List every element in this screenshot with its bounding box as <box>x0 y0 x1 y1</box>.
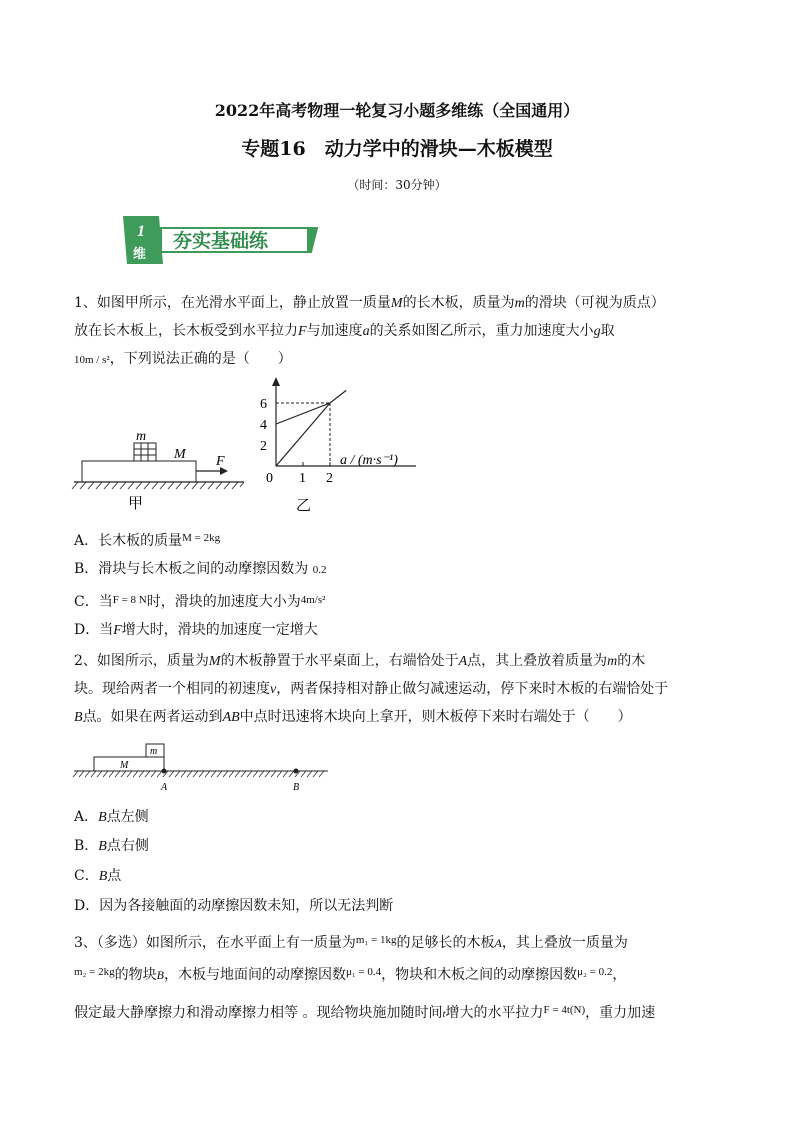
var-B: B <box>74 710 83 725</box>
q1-text: ，下列说法正确的是（ ） <box>109 351 292 367</box>
q2-text: 块。现给两者一个相同的初速度 <box>74 681 270 697</box>
var-B: B <box>98 869 108 884</box>
q2-text: 点，其上叠放着质量为 <box>467 653 608 669</box>
board-M <box>94 757 164 771</box>
hatch-stroke <box>127 771 132 777</box>
hatch-stroke <box>103 771 108 777</box>
ground-hatch <box>72 482 244 489</box>
q1-text: 1、如图甲所示，在光滑水平面上，静止放置一质量 <box>74 295 391 311</box>
option-text: B． <box>74 838 99 854</box>
hatch-stroke <box>199 771 204 777</box>
topic-title: 专题16 动力学中的滑块—木板模型 <box>241 138 553 160</box>
y-tick-label: 4 <box>260 418 267 433</box>
q3-text: ，重力加速 <box>585 1005 656 1021</box>
hatch-stroke <box>115 771 120 777</box>
label-A: A <box>161 782 168 793</box>
q3-text: 假定最大静摩擦力和滑动摩擦力相等 。现给物块施加随时间 <box>74 1005 443 1021</box>
var-F: F <box>298 324 307 339</box>
q2-text: 2、如图所示，质量为 <box>74 653 209 669</box>
q1-line2 <box>74 317 724 346</box>
var-M: M <box>390 296 403 311</box>
long-board-M <box>82 461 196 482</box>
var-g: g <box>593 324 601 339</box>
label-m: m <box>136 429 147 444</box>
option-text: 时，滑块的加速度大小为 <box>146 594 301 610</box>
var-B: B <box>156 968 164 982</box>
var-AB: AB <box>222 710 240 725</box>
q2-text: 的木 <box>617 653 646 669</box>
hatch-stroke <box>109 771 114 777</box>
q3-text: 3、（多选）如图所示，在水平面上有一质量为 <box>74 935 356 951</box>
option-text: A．长木板的质量 <box>74 533 183 549</box>
hatch-stroke <box>319 771 324 777</box>
math-m1: m₁ = 1kg <box>355 934 397 946</box>
hatch-stroke <box>313 771 318 777</box>
option-math: 0.2 <box>312 564 327 576</box>
var-t: t <box>442 1008 446 1020</box>
y-tick-label: 6 <box>260 397 267 412</box>
q2-option-a[interactable] <box>74 803 724 832</box>
option-math: 4m/s² <box>300 594 326 606</box>
option-math: M = 2kg <box>182 532 221 544</box>
option-text: B．滑块与长木板之间的动摩擦因数为 <box>74 561 313 577</box>
var-B: B <box>98 839 107 854</box>
q1-text: 放在长木板上，长木板受到水平拉力 <box>74 323 298 339</box>
q1-option-b[interactable] <box>74 555 724 584</box>
var-a: a <box>362 324 370 339</box>
point-B <box>294 769 299 774</box>
math-mu1: μ₁ = 0.4 <box>345 966 382 978</box>
hatch-stroke <box>217 771 222 777</box>
q1-line1 <box>74 289 724 318</box>
hatch-stroke <box>271 771 276 777</box>
hatch-stroke <box>139 771 144 777</box>
option-text: 点左侧 <box>106 809 149 825</box>
caption-jia: 甲 <box>128 494 144 512</box>
q2-option-c[interactable] <box>74 862 724 891</box>
option-text: C．当 <box>74 594 113 610</box>
graph-lines <box>276 390 346 466</box>
figure-yi-graph <box>250 376 440 516</box>
q3-text: ，其上叠放一质量为 <box>501 935 628 951</box>
q2-text: 点。如果在两者运动到 <box>82 709 223 725</box>
series-line-segment-from-origin <box>276 403 330 466</box>
hatch-stroke <box>277 771 282 777</box>
label-F: F <box>216 454 225 469</box>
var-m: m <box>607 654 618 669</box>
doc-title: 2022年高考物理一轮复习小题多维练（全国通用） <box>214 101 580 120</box>
hatch-stroke <box>259 771 264 777</box>
ground-hatch <box>73 771 324 777</box>
q1-option-a[interactable] <box>74 524 724 555</box>
badge-num2: 维 <box>133 247 147 262</box>
hatch-stroke <box>145 771 150 777</box>
math-m2: m₂ = 2kg <box>74 966 115 978</box>
q1-text: 的滑块（可视为质点） <box>524 295 665 311</box>
hatch-stroke <box>229 771 234 777</box>
label-B: B <box>293 782 300 793</box>
q2-text: 的木板静置于水平桌面上，右端恰处于 <box>220 653 459 669</box>
hatch-stroke <box>181 771 186 777</box>
hatch-stroke <box>205 771 210 777</box>
caption-yi: 乙 <box>296 496 312 514</box>
series-line-segment-from-4 <box>276 390 346 424</box>
q3-text: ，物块和木板之间的动摩擦因数 <box>381 967 578 983</box>
q2-line1 <box>74 647 724 676</box>
q1-text: 的长木板，质量为 <box>402 295 515 311</box>
q3-line2 <box>74 958 724 989</box>
small-block-m <box>134 443 156 461</box>
q1-text: 与加速度 <box>306 323 363 339</box>
q3-line3 <box>74 996 724 1028</box>
hatch-stroke <box>301 771 306 777</box>
hatch-stroke <box>151 771 156 777</box>
badge-num: 1 <box>137 223 145 240</box>
q2-line3 <box>74 703 724 732</box>
math-mu2: μ₂ = 0.2 <box>577 966 613 978</box>
option-text: 增大时，滑块的加速度一定增大 <box>121 622 318 638</box>
hatch-stroke <box>187 771 192 777</box>
hatch-stroke <box>265 771 270 777</box>
math-F: F = 4t(N) <box>543 1004 586 1016</box>
q2-option-d[interactable] <box>74 892 724 920</box>
label-M: M <box>120 760 129 771</box>
q1-text: 的关系如图乙所示，重力加速度大小 <box>369 323 594 339</box>
hatch-stroke <box>289 771 294 777</box>
hatch-stroke <box>133 771 138 777</box>
option-text: D．当 <box>74 622 114 638</box>
section-badge-graphic <box>121 212 321 268</box>
figure-jia <box>68 420 248 520</box>
option-math: F = 8 N <box>112 594 147 606</box>
hatch-stroke <box>157 771 162 777</box>
q2-option-b[interactable] <box>74 832 724 861</box>
hatch-stroke <box>283 771 288 777</box>
hatch-stroke <box>307 771 312 777</box>
y-tick-label: 2 <box>260 439 267 454</box>
x-axis-label: a / (m·s⁻¹) <box>340 453 398 468</box>
hatch-stroke <box>247 771 252 777</box>
hatch-stroke <box>169 771 174 777</box>
hatch-stroke <box>175 771 180 777</box>
x-tick-label: 1 <box>299 471 306 486</box>
q3-line1 <box>74 926 724 957</box>
x-tick-label: 2 <box>326 471 333 486</box>
var-M: M <box>208 654 221 669</box>
figure-q2 <box>70 738 340 798</box>
hatch-stroke <box>79 771 84 777</box>
hatch-stroke <box>235 771 240 777</box>
option-text: C． <box>74 868 99 884</box>
q2-line2 <box>74 675 724 704</box>
badge-label: 夯实基础练 <box>173 230 269 252</box>
hatch-stroke <box>211 771 216 777</box>
var-v: v <box>270 682 277 697</box>
hatch-stroke <box>193 771 198 777</box>
option-text: D．因为各接触面的动摩擦因数未知，所以无法判断 <box>74 898 394 914</box>
x-tick-label: 0 <box>266 471 273 486</box>
hatch-stroke <box>91 771 96 777</box>
q3-text: 的物块 <box>114 967 157 983</box>
section-badge <box>121 212 321 268</box>
math-g-value: 10m / s² <box>74 354 110 366</box>
q3-text: 的足够长的木板 <box>396 935 495 951</box>
q2-text: 中点时迅速将木块向上拿开，则木板停下来时右端处于（ ） <box>239 709 632 725</box>
q3-text: 增大的水平拉力 <box>445 1005 544 1021</box>
hatch-stroke <box>85 771 90 777</box>
hatch-stroke <box>97 771 102 777</box>
q1-line3 <box>74 345 724 374</box>
label-M: M <box>174 447 186 462</box>
option-text: A． <box>74 809 99 825</box>
hatch-stroke <box>73 771 78 777</box>
hatch-stroke <box>241 771 246 777</box>
q1-option-c[interactable] <box>74 586 724 616</box>
option-text: 点右侧 <box>106 838 149 854</box>
hatch-stroke <box>253 771 258 777</box>
var-m: m <box>514 296 525 311</box>
q3-text: ， <box>612 967 627 983</box>
point-A <box>162 769 167 774</box>
q1-text: 取 <box>600 323 615 339</box>
q3-text: ，木板与地面间的动摩擦因数 <box>163 967 346 983</box>
var-B: B <box>98 810 107 825</box>
var-F: F <box>113 623 122 638</box>
var-A: A <box>458 654 468 669</box>
q2-text: ，两者保持相对静止做匀减速运动，停下来时木板的右端恰处于 <box>276 681 669 697</box>
y-axis-arrow <box>272 377 280 386</box>
hatch-stroke <box>223 771 228 777</box>
option-text: 点 <box>107 868 122 884</box>
q1-option-d[interactable] <box>74 616 724 645</box>
hatch-stroke <box>121 771 126 777</box>
time-note: （时间：30分钟） <box>347 178 447 192</box>
label-m: m <box>150 746 158 757</box>
var-A: A <box>494 936 502 950</box>
